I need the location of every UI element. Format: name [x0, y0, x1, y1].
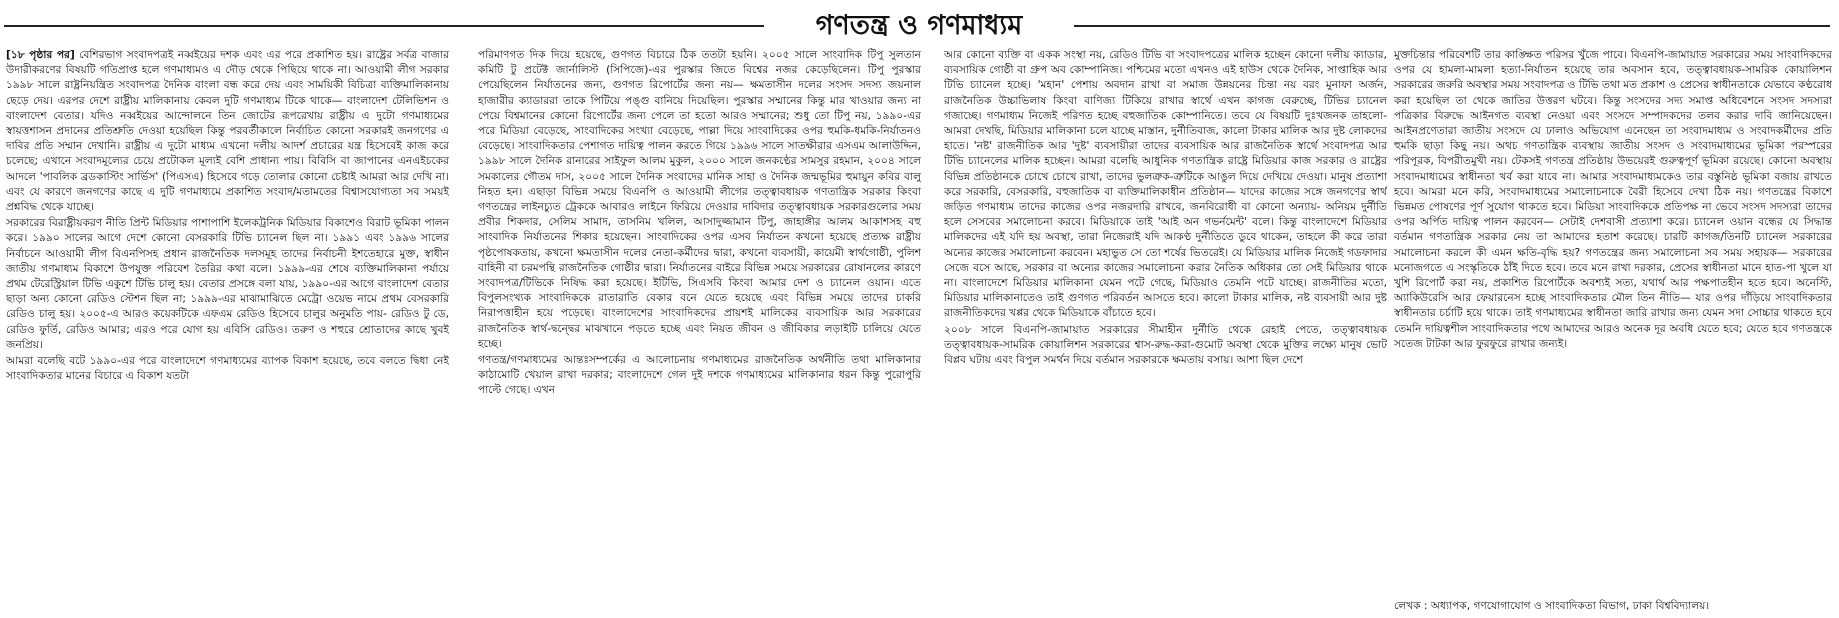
text-column-4 — [1394, 48, 1832, 614]
paragraph: আমরা বলেছি বটে ১৯৯০-এর পরে বাংলাদেশে গণমাধ্যমের ব্যাপক বিকাশ হয়েছে, তবে বলতে দ্বিধা নেই সাংবাদিকতার মানের বিচারে এ বিকাশ যতটা — [6, 355, 449, 383]
text-column-1 — [6, 48, 449, 614]
header-rule-left — [4, 25, 764, 27]
paragraph: আর কোনো ব্যক্তি বা একক সংস্থা নয়, রেডিও টিভি বা সংবাদপত্রের মালিক হচ্ছেন কোনো দলীয় ক্যাডার, ব্যবসায়িক গোষ্ঠী বা গ্রুপ অব কোম্পানিজ। পশ্চিমের মতো এখনও এই হাউস থেকে দৈনিক, সাপ্তাহিক আর টিভি চ্যানেল হচ্ছে। 'মহান' পেশায় অবদান রাখা বা সমাজ উন্নয়নের চিন্তা নয় বরং মুনাফা অর্জন, রাজনৈতিক উচ্চাভিলাষ কিংবা বাণিজ্য টিকিয়ে রাখার স্বার্থে এখন কাগজ বেরুচ্ছে, টিভির চ্যানেল গজাচ্ছে। গণমাধ্যম নিজেই পরিণত হচ্ছে বহুজাতিক কোম্পানিতে। তবে যে বিষয়টি দুঃখজনক তাহলো- আমরা দেখছি, মিডিয়ার মালিকানা চলে যাচ্ছে মাস্তান, দুর্নীতিবাজ, কালো টাকার মালিক আর দুষ্ট লোকদের হাতে। 'নষ্ট' রাজনীতিক আর 'দুষ্ট' ব্যবসায়ীরা তাদের ব্যবসায়িক আর রাজনৈতিক স্বার্থে সংবাদপত্র আর টিভি চ্যানেলের মালিক হচ্ছেন। আমরা বলেছি আধুনিক গণতান্ত্রিক রাষ্ট্রে মিডিয়ার কাজ সরকার ও রাষ্ট্রের বিভিন্ন প্রতিষ্ঠানকে চোখে চোখে রাখা, তাদের ভুলত্রুক-ত্রুটিকে আঙুল দিয়ে দেখিয়ে দেওয়া। মানুষ প্রত্যাশা করে সরকারি, বেসরকারি, বহুজাতিক বা ব্যক্তিমালিকাধীন প্রতিষ্ঠান— যাদের কাজের সঙ্গে জনগণের স্বার্থ জড়িত গণমাধ্যম তাদের কাজের ওপর নজরদারি রাখবে, জনবিরোধী বা কোনো অন্যায়- অনিয়ম দুর্নীতি হলে সেসবের সমালোচনা করবে। মিডিয়াকে তাই 'আই অন গভর্নমেন্ট' বলে। কিন্তু বাংলাদেশে মিডিয়ার মালিকদের এই যদি হয় অবস্থা, তারা নিজেরাই যদি আকণ্ঠ দুর্নীতিতে ডুবে থাকেন, তাহলে কী করে তারা অন্যের কাজের সমালোচনা করবেন। মহাভুত সে তো শর্ষের ভিতরেই। যে মিডিয়ার মালিক নিজেই গডফাদার সেজে বসে আছে, সরকার বা অন্যের কাজের সমালোচনা করার নৈতিক অধিকার তো সেই মিডিয়ার থাকে না। বাংলাদেশে মিডিয়ার মালিকানা যেমন পটে গেছে, মিডিয়াও তেমনি পটে যাচ্ছে। রাজনীতির মতো, মিডিয়ার মালিকানাতেও তাই গুণগত পরিবর্তন আসতে হবে। কালো টাকার মালিক, নষ্ট ব্যবসায়ী আর দুষ্ট রাজনীতিকদের খপ্পর থেকে মিডিয়াকে বাঁচাতে হবে। — [944, 49, 1387, 320]
paragraph-text: বেশিরভাগ সংবাদপত্রই নব্বইয়ের দশক এবং এর পরে প্রকাশিত হয়। রাষ্ট্রের সর্বত্র বাজার উদারীকরণের বিষয়টি গতিপ্রাপ্ত হলে গণমাধ্যমও এ দৌড় থেকে পিছিয়ে থাকে না। আওয়ামী লীগ সরকার ১৯৯৮ সালে রাষ্ট্রনিয়ন্ত্রিত সংবাদপত্র দৈনিক বাংলা বন্ধ করে দেয় এবং সাময়িকী বিচিত্রা ব্যক্তিমালিকানায় ছেড়ে দেয়। এরপর দেশে রাষ্ট্রীয় মালিকানায় কেবল দুটি গণমাধ্যম টিকে থাকে— বাংলাদেশ টেলিভিশন ও বাংলাদেশ বেতার। যদিও নব্বইয়ের আন্দোলনে তিন জোটের রূপরেখায় রাষ্ট্রীয় এ দুটো গণমাধ্যমের স্বায়ত্তশাসন প্রদানের প্রতিশ্রুতি দেওয়া হয়েছিল কিন্তু পরবর্তীকালে নির্বাচিত কোনো সরকারই জনগণের এ দাবির প্রতি সম্মান দেখানি। রাষ্ট্রীয় এ দুটো মাধ্যম এখনো দলীয় আদর্শ প্রচারের যন্ত্র হিসেবেই কাজ করে চলেছে; এখানে সংবাদমূল্যের চেয়ে প্রটোকল মূল্যই বেশি প্রাধান্য পায়। বিবিসি বা জাপানের এনএইচকের আদলে 'পাবলিক ব্রডকাস্টিং সার্ভিস' (পিএসএ) হিসেবে গড়ে তোলার কোনো চেষ্টাই আমরা আর দেখি না। এবং যে কারণে জনগণের কাছে এ দুটি গণমাধ্যমে প্রকাশিত সংবাদ/মতামতের বিশ্বাসযোগ্যতা সব সময়ই প্রশ্নবিদ্ধ থেকে যাচ্ছে। — [6, 49, 449, 214]
header-rule-right — [1074, 25, 1830, 27]
article-body — [6, 48, 1832, 614]
paragraph: গণতন্ত্র/গণমাধ্যমের আন্তঃসম্পর্কের এ আলোচনায় গণমাধ্যমের রাজনৈতিক অর্থনীতি তথা মালিকানার কাঠামোটি খেয়াল রাখা দরকার; বাংলাদেশে গেল দুই দশকে গণমাধ্যমের মালিকানার ধরন কিন্তু পুরোপুরি পাল্টে গেছে। এখন — [478, 354, 921, 397]
paragraph: ২০০৮ সালে বিএনপি-জামায়াত সরকারের সীমাহীন দুর্নীতি থেকে রেহাই পেতে, তত্ত্বাবধায়ক তত্ত্বাবধায়ক-সামরিক কোয়ালিশন সরকারের শ্বাস-রুদ্ধ-করা-গুমোট অবস্থা থেকে মুক্তির লক্ষ্যে মানুষ ভোট বিপ্লব ঘটায় এবং বিপুল সমর্থন দিয়ে বর্তমান সরকারকে ক্ষমতায় বসায়। আশা ছিল দেশে — [944, 323, 1387, 367]
article-title: গণতন্ত্র ও গণমাধ্যম — [815, 10, 1023, 41]
author-byline: লেখক : অধ্যাপক, গণযোগাযোগ ও সাংবাদিকতা বিভাগ, ঢাকা বিশ্ববিদ্যালয়। — [1394, 600, 1710, 612]
article-header — [4, 6, 1830, 46]
continuation-marker: [১৮ পৃষ্ঠার পর] — [6, 49, 75, 61]
paragraph: মুক্তচিন্তার পরিবেশটি তার কাঙ্ক্ষিত পরিসর খুঁজে পাবে। বিএনপি-জামায়াত সরকারের সময় সাংবাদিকদের ওপর যে হামলা-মামলা হত্যা-নির্যাতন হয়েছে তার অবসান হবে, তত্ত্বাবধায়ক-সামরিক কোয়ালিশন সরকারের জরুরি অবস্থার সময় সংবাদপত্র ও টিভি তথা মত প্রকাশ ও প্রেসের স্বাধীনতাকে যেভাবে কণ্ঠরোধ করা হয়েছিল তা থেকে জাতির উত্তরণ ঘটবে। কিন্তু সংসদের সদ্য সমাপ্ত অধিবেশনে সংসদ সদস্যরা পত্রিকার বিরুদ্ধে আইনগত ব্যবস্থা নেওয়া এবং সংসদে সম্পাদকদের তলব করার দাবি জানিয়েছেন। আইনপ্রণেতারা জাতীয় সংসদে যে ঢালাও অভিযোগ এনেছেন তা সংবাদমাধ্যম ও সংবাদকর্মীদের প্রতি হুমকি ছাড়া কিছু নয়। অথচ গণতান্ত্রিক ব্যবস্থায় জাতীয় সংসদ ও সংবাদমাধ্যমের ভূমিকা পরস্পরের পরিপূরক, বিপরীতমুখী নয়। টেকসই গণতন্ত্র প্রতিষ্ঠায় উভয়েরই গুরুত্বপূর্ণ ভূমিকা রয়েছে। কোনো অবস্থায় সংবাদমাধ্যমের স্বাধীনতা খর্ব করা যাবে না। আমার সংবাদমাধ্যমকেও তার বস্তুনিষ্ঠ ভূমিকা বজায় রাখতে হবে। আমরা মনে করি, সংবাদমাধ্যমের সমালোচনাকে বৈরী হিসেবে দেখা ঠিক নয়। গণতন্ত্রের বিকাশে ভিন্নমত পোষণের পূর্ণ সুযোগ থাকতে হবে। মিডিয়া সাংবাদিককে প্রতিপক্ষ না ভেবে সংসদ সদস্যরা তাদের ওপর অর্পিত দায়িত্ব পালন করবেন— সেটাই দেশবাসী প্রত্যাশা করে। চ্যানেল ওয়ান বন্ধের যে সিদ্ধান্ত বর্তমান গণতান্ত্রিক সরকার নেয় তা আমাদের হতাশ করেছে। চারটি কাগজ/তিনটি চ্যানেল সরকারের সমালোচনা করলে কী এমন ক্ষতি-বৃদ্ধি হয়? গণতন্ত্রের জন্য সমালোচনা সব সময় সহায়ক— সরকারের মনোজগতে এ সংস্কৃতিকে ঠাঁই দিতে হবে। তবে মনে রাখা দরকার, প্রেসের স্বাধীনতা মানে হাত-পা খুলে যা খুশি রিপোর্ট করা নয়, প্রকাশিত রিপোর্টকে অবশ্যই সত্য, যথার্থ আর পক্ষপাতহীন হতে হবে। অনেস্টি, অ্যাকিউরেসি আর ফেয়ারনেস হচ্ছে সাংবাদিকতার মৌল তিন নীতি— যার ওপর দাঁড়িয়ে সাংবাদিকতার স্বাধীনতার চর্চাটি হয়ে থাকে। তাই গণমাধ্যমের স্বাধীনতা জারি রাখার জন্য যেমন সদা সোচ্চার থাকতে হবে তেমনি দায়িত্বশীল সাংবাদিকতার পথে আমাদের আরও অনেক দূর অবধি যেতে হবে; যেতে হবে গণতন্ত্রকে সতেজ টাটকা আর ফুরফুরে রাখার জন্যই। — [1394, 49, 1832, 350]
paragraph — [6, 48, 449, 215]
paragraph: সরকারের বিরাষ্ট্রীয়করণ নীতি প্রিন্ট মিডিয়ার পাশাপাশি ইলেকট্রনিক মিডিয়ার বিকাশেও বিরাট ভূমিকা পালন করে। ১৯৯০ সালের আগে দেশে কোনো বেসরকারি টিভি চ্যানেল ছিল না। ১৯৯১ এবং ১৯৯৬ সালের নির্বাচনে আওয়ামী লীগ বিএনপিসহ প্রধান রাজনৈতিক দলসমূহ তাদের নির্বাচনী ইশতেহারে মুক্ত, স্বাধীন জাতীয় গণমাধ্যম বিকাশে উপযুক্ত পরিবেশ তৈরির কথা বলে। ১৯৯৯-এর শেষে ব্যক্তিমালিকানা পর্যায়ে প্রথম টেরেস্ট্রিয়াল টিভি একুশে টিভি চালু হয়। বেতার প্রসঙ্গে বলা যায়, ১৯৯০-এর আগে বাংলাদেশ বেতার ছাড়া অন্য কোনো রেডিও স্টেশন ছিল না; ১৯৯৯-এর মাঝামাঝিতে মেট্রো ওয়েভ নামে প্রথম বেসরকারি রেডিও চালু হয়। ২০০৫-এ আরও কয়েকটিকে এফএম রেডিও হিসেবে চালুর অনুমতি পায়- রেডিও টু ডে, রেডিও ফুর্তি, রেডিও আমার; এরও পরে যোগ হয় এবিসি রেডিও। তরুণ ও শহুরে শ্রোতাদের কাছে খুবই জনপ্রিয়। — [6, 217, 449, 351]
text-column-3 — [944, 48, 1387, 614]
paragraph: পরিমাণগত দিক দিয়ে হয়েছে, গুণগত বিচারে ঠিক ততটা হয়নি। ২০০৫ সালে সাংবাদিক টিপু সুলতান কমিটি টু প্রটেক্ট জার্নালিস্ট (সিপিজে)-এর পুরস্কার জিতে বিশ্বের নজর কেড়েছিলেন। টিপু পুরস্কার পেয়েছিলেন নির্যাতনের জন্য, গুণগত রিপোর্টের জন্য নয়— ক্ষমতাসীন দলের সংসদ সদস্য জয়নাল হাজারীর ক্যাডাররা তাকে পিটিয়ে পঙ্গু বানিয়ে দিয়েছিল। পুরস্কার সম্মানের কিন্তু মার খাওয়ার জন্য না পেয়ে বিশ্বমানের কোনো রিপোর্টের জন্য পেলে তা হতো আরও সম্মানের; শুধু তো টিপু নয়, ১৯৯০-এর পরে মিডিয়া বেড়েছে, সাংবাদিকের সংখ্যা বেড়েছে, পাল্লা দিয়ে সাংবাদিকের ওপর হুমকি-ধমকি-নির্যাতনও বেড়েছে। সাংবাদিকতার পেশাগত দায়িত্ব পালন করতে গিয়ে ১৯৯৬ সালে সাতক্ষীরার এসএম আলাউদ্দিন, ১৯৯৮ সালে দৈনিক রানারের সাইফুল আলম মুকুল, ২০০০ সালে জনকণ্ঠের সামসুর রহমান, ২০০৪ সালে সমকালের গৌতম দাস, ২০০৫ সালে দৈনিক সংবাদের মানিক সাহা ও দৈনিক জন্মভূমির হুমায়ুন কবির বালু নিহত হন। এছাড়া বিভিন্ন সময়ে বিএনপি ও আওয়ামী লীগের তত্ত্বাবধায়ক গণতান্ত্রিক সরকার কিংবা গণতন্ত্রের লাইনচ্যুত ট্রেককে আবারও লাইনে ফিরিয়ে দেওয়ার দাবিদার তত্ত্বাবধায়ক সরকারগুলোর সময় প্রবীর শিকদার, সেলিম সামাদ, তাসনিম খলিল, আসাদুজ্জামান টিপু, জাহাঙ্গীর আলম আকাশসহ বহু সাংবাদিক নির্যাতনের শিকার হয়েছেন। সাংবাদিকের ওপর এসব নির্যাতন কখনো হয়েছে প্রত্যক্ষ রাষ্ট্রীয় পৃষ্ঠপোষকতায়, কখনো ক্ষমতাসীন দলের নেতা-কর্মীদের দ্বারা, কখনো ব্যবসায়ী, কায়েমী স্বার্থগোষ্ঠী, পুলিশ বাহিনী বা চরমপন্থি রাজনৈতিক গোষ্ঠীর দ্বারা। নির্যাতনের বাইরে বিভিন্ন সময়ে সরকারের রোষানলের কারণে সংবাদপত্র/টিভিকে নিষিদ্ধ করা হয়েছে। ইটিভি, সিএসবি কিংবা আমার দেশ ও চ্যানেল ওয়ান। এতে বিপুলসংখ্যক সাংবাদিককে রাতারাতি বেকার বনে যেতে হয়েছে এবং বিভিন্ন সময়ে তাদের চাকরি নিরাপত্তাহীন হয়ে পড়েছে। বাংলাদেশের সাংবাদিকদের প্রায়শই মালিকের ব্যবসায়িক আর সরকারের রাজনৈতিক স্বার্থ-দ্বন্দ্বের মাঝখানে পড়তে হচ্ছে এবং নিয়ত জীবন ও জীবিকার লড়াইটি চালিয়ে যেতে হচ্ছে। — [478, 49, 921, 350]
text-column-2 — [478, 48, 921, 614]
